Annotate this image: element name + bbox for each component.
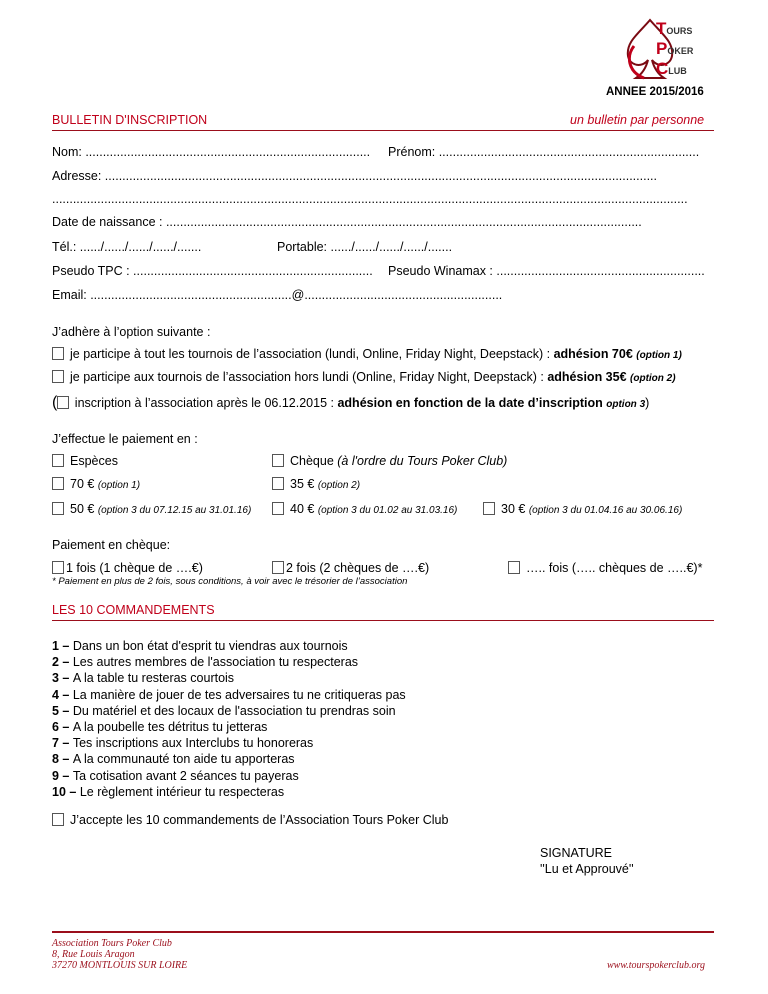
pay-70-checkbox[interactable] (52, 477, 64, 490)
cheque-note: (à l'ordre du Tours Poker Club) (337, 454, 508, 468)
list-item: 4 – La manière de jouer de tes adversaires tu ne critiqueras pas (52, 687, 406, 702)
payment-intro: J’effectue le paiement en : (52, 432, 198, 446)
adresse-line-2[interactable]: ....................................................................................................................................................................................... (52, 192, 688, 206)
logo-letter-c: C (656, 59, 669, 78)
pay-50-option (52, 502, 251, 516)
option-3-paren-open: ( (52, 394, 58, 411)
pay-35-checkbox[interactable] (272, 477, 284, 490)
list-item: 8 – A la communauté ton aide tu apporteras (52, 752, 295, 767)
tel-field[interactable]: Tél.: ....../....../....../....../....... (52, 240, 202, 254)
option-2-text: je participe aux tournois de l’association hors lundi (Online, Friday Night, Deepstack) : (70, 370, 548, 384)
cheque-checkbox[interactable] (272, 454, 284, 467)
especes-label: Espèces (70, 454, 118, 468)
nom-field[interactable]: Nom: .................................................................................. (52, 145, 371, 159)
cheque-2-label: 2 fois (2 chèques de ….€) (286, 561, 430, 575)
cheque-n-option (508, 561, 702, 575)
list-item: 2 – Les autres membres de l'association tu respecteras (52, 655, 359, 670)
footer-divider (52, 931, 714, 933)
pay-40-note: (option 3 du 01.02 au 31.03.16) (317, 505, 458, 516)
list-item: 6 – A la poubelle tes détritus tu jetteras (52, 720, 268, 735)
cheque-1-checkbox[interactable] (52, 561, 64, 574)
especes-option (52, 454, 118, 468)
accept-row (52, 813, 448, 827)
pseudo-winamax-field[interactable]: Pseudo Winamax : ............................................................ (388, 264, 705, 278)
portable-field[interactable]: Portable: ....../....../....../....../....... (277, 240, 453, 254)
footer-website[interactable]: www.tourspokerclub.org (607, 960, 705, 971)
list-item: 10 – Le règlement intérieur tu respecteras (52, 784, 285, 799)
commandments-divider (52, 620, 714, 621)
cheque-1-label: 1 fois (1 chèque de ….€) (66, 561, 203, 575)
signature-label: SIGNATURE (540, 846, 612, 860)
cheque-1-option (52, 561, 203, 575)
list-item: 3 – A la table tu resteras courtois (52, 671, 235, 686)
pay-70-label: 70 € (70, 477, 98, 491)
logo-word-ours: OURS (666, 26, 693, 36)
pay-50-note: (option 3 du 07.12.15 au 31.01.16) (97, 505, 252, 516)
option-3-checkbox[interactable] (57, 396, 69, 409)
pseudo-tpc-field[interactable]: Pseudo TPC : ..................................................................... (52, 264, 373, 278)
pay-35-label: 35 € (290, 477, 318, 491)
option-1-bold: adhésion 70€ (553, 347, 637, 361)
signature-approval: ''Lu et Approuvé'' (540, 862, 634, 876)
pay-30-checkbox[interactable] (483, 502, 495, 515)
page-title: BULLETIN D'INSCRIPTION (52, 113, 208, 127)
option-3-bold: adhésion en fonction de la date d’inscription (337, 396, 607, 410)
pay-40-checkbox[interactable] (272, 502, 284, 515)
prenom-field[interactable]: Prénom: ........................................................................... (388, 145, 700, 159)
cheque-2-option (272, 561, 429, 575)
pay-35-note: (option 2) (317, 480, 361, 491)
cheque-payment-intro: Paiement en chèque: (52, 538, 171, 552)
option-2-tag: (option 2) (630, 373, 676, 384)
page-subtitle: un bulletin par personne (570, 113, 705, 127)
pay-30-option (483, 502, 682, 516)
list-item: 1 – Dans un bon état d'esprit tu viendras aux tournois (52, 639, 348, 653)
option-1-checkbox[interactable] (52, 347, 64, 360)
option-1-tag: (option 1) (636, 350, 682, 361)
logo-letter-t: T (656, 19, 667, 38)
logo-letter-p: P (656, 39, 668, 58)
option-3-text: inscription à l’association après le 06.12.2015 : (71, 396, 338, 410)
footer-city: 37270 MONTLOUIS SUR LOIRE (52, 960, 188, 971)
cheque-label: Chèque (290, 454, 338, 468)
adresse-field[interactable]: Adresse: ............................................................................................................................................................... (52, 169, 657, 183)
accept-checkbox[interactable] (52, 813, 64, 826)
cheque-2-checkbox[interactable] (272, 561, 284, 574)
pay-35-option (272, 477, 360, 491)
pay-30-note: (option 3 du 01.04.16 au 30.06.16) (528, 505, 683, 516)
header-divider (52, 130, 714, 131)
cheque-n-label: ….. fois (….. chèques de …..€)* (526, 561, 703, 575)
naissance-field[interactable]: Date de naissance : ......................................................................................................................................... (52, 215, 642, 229)
option-1-text: je participe à tout les tournois de l’association (lundi, Online, Friday Night, Deepstack) : (70, 347, 554, 361)
pay-50-label: 50 € (70, 502, 98, 516)
especes-checkbox[interactable] (52, 454, 64, 467)
accept-label: J’accepte les 10 commandements de l’Association Tours Poker Club (70, 813, 449, 827)
list-item: 5 – Du matériel et des locaux de l'association tu prendras soin (52, 703, 396, 718)
pay-40-label: 40 € (290, 502, 318, 516)
season-year: ANNEE 2015/2016 (606, 86, 704, 98)
logo-word-lub: LUB (668, 66, 687, 76)
commandments-list (52, 638, 406, 800)
option-3-paren-close: ) (645, 396, 650, 410)
option-2-checkbox[interactable] (52, 370, 64, 383)
cheque-n-checkbox[interactable] (508, 561, 520, 574)
footer-street: 8, Rue Louis Aragon (52, 949, 135, 960)
club-logo (620, 16, 720, 86)
logo-word-oker: OKER (667, 46, 694, 56)
pay-70-note: (option 1) (97, 480, 141, 491)
option-2-bold: adhésion 35€ (547, 370, 631, 384)
pay-70-option (52, 477, 140, 491)
email-field[interactable]: Email: ..........................................................@......................................................... (52, 288, 503, 302)
option-3-row (52, 394, 649, 412)
cheque-option (272, 454, 507, 468)
pay-40-option (272, 502, 457, 516)
list-item: 7 – Tes inscriptions aux Interclubs tu honoreras (52, 736, 314, 751)
option-2-row (52, 370, 676, 384)
option-3-tag: option 3 (606, 399, 646, 410)
pay-30-label: 30 € (501, 502, 529, 516)
list-item: 9 – Ta cotisation avant 2 séances tu payeras (52, 768, 299, 783)
option-1-row (52, 347, 682, 361)
pay-50-checkbox[interactable] (52, 502, 64, 515)
options-intro: J’adhère à l’option suivante : (52, 325, 211, 339)
footer-address (52, 938, 187, 971)
commandments-title: LES 10 COMMANDEMENTS (52, 603, 215, 617)
cheque-footnote: * Paiement en plus de 2 fois, sous conditions, à voir avec le trésorier de l’association (52, 576, 408, 587)
footer-org: Association Tours Poker Club (52, 938, 172, 949)
